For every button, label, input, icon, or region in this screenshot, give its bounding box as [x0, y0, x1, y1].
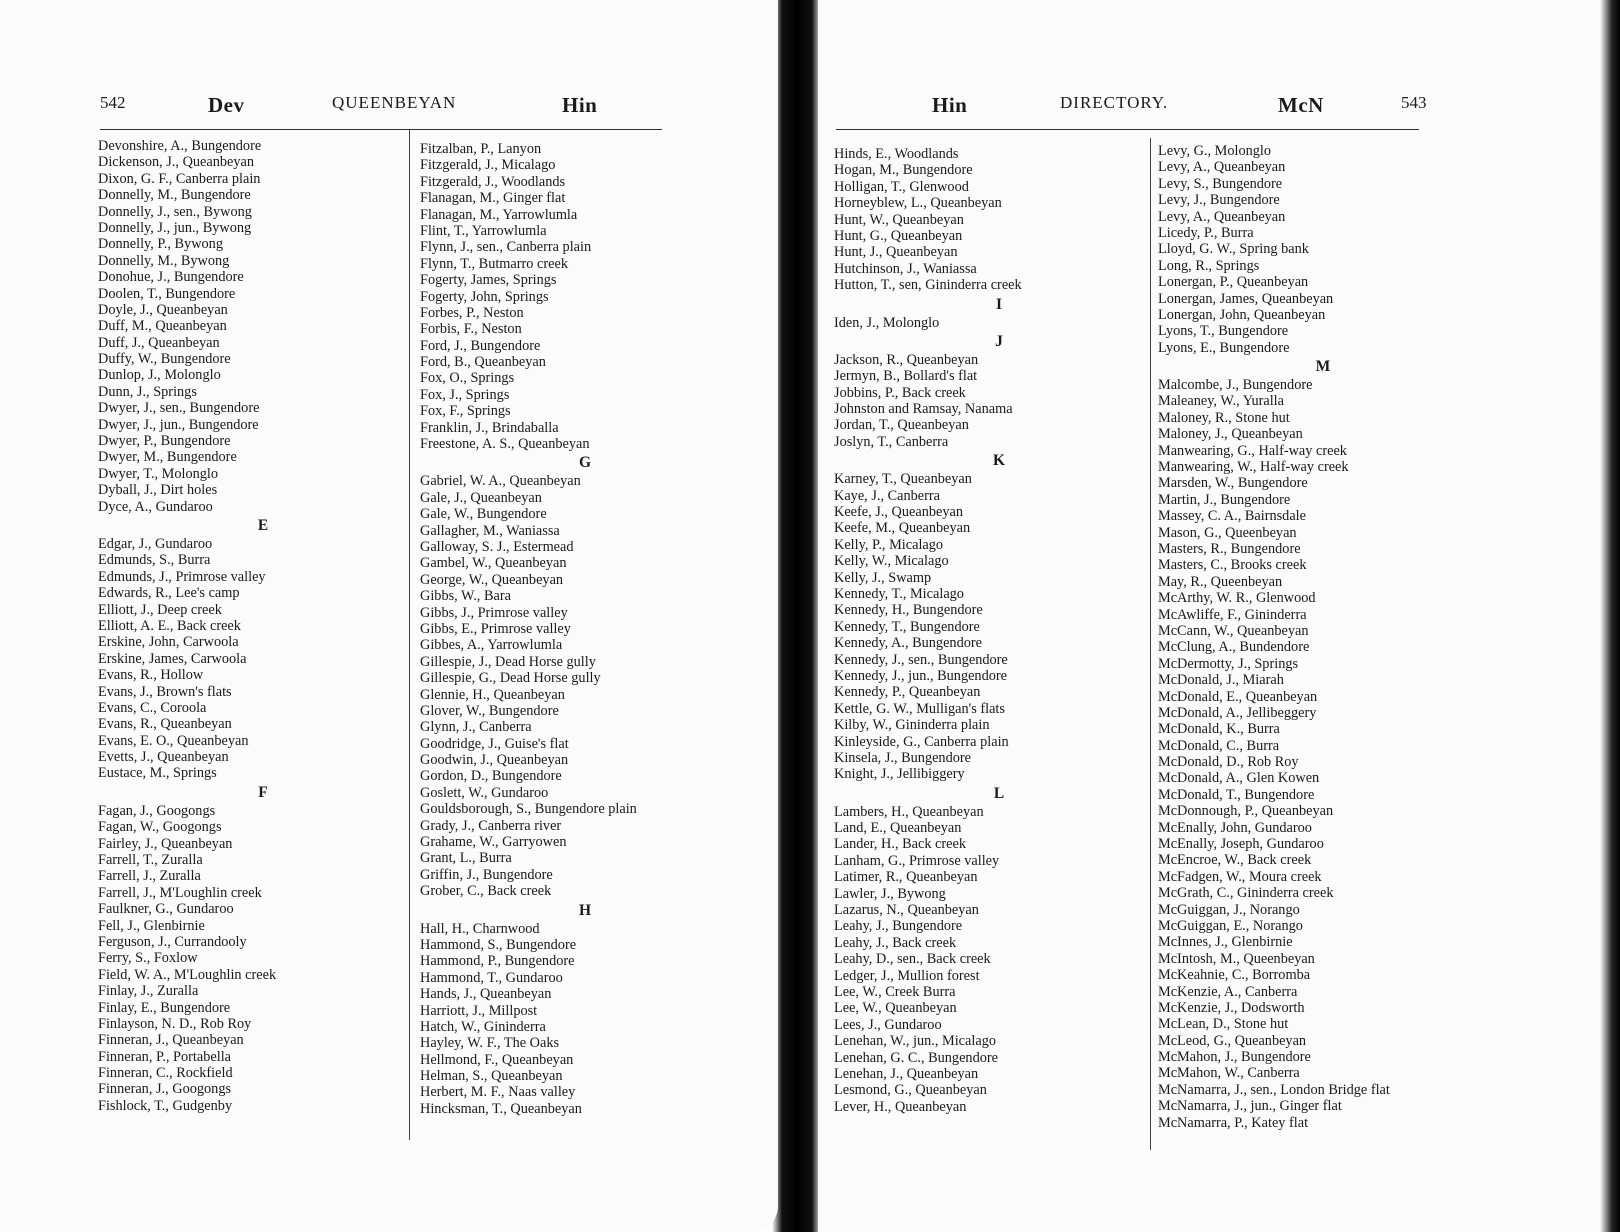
directory-entry: Knight, J., Jellibiggery — [834, 766, 965, 783]
directory-entry: Faulkner, G., Gundaroo — [98, 901, 234, 918]
directory-entry: Hammond, P., Bungendore — [420, 953, 575, 970]
directory-entry: Latimer, R., Queanbeyan — [834, 869, 978, 886]
directory-entry: Ferguson, J., Currandooly — [98, 933, 247, 950]
directory-entry: Kennedy, H., Bungendore — [834, 602, 983, 619]
directory-entry: Lever, H., Queanbeyan — [834, 1098, 967, 1115]
directory-entry: McFadgen, W., Moura creek — [1158, 868, 1322, 885]
right-page-column-2 — [1158, 143, 1488, 1131]
directory-entry: Elliott, A. E., Back creek — [98, 617, 241, 634]
directory-entry: Edmunds, S., Burra — [98, 552, 211, 569]
directory-entry: Fox, F., Springs — [420, 403, 511, 420]
directory-entry: Gabriel, W. A., Queanbeyan — [420, 473, 581, 490]
section-letter: G — [578, 454, 592, 472]
directory-entry: Kelly, W., Micalago — [834, 553, 949, 570]
directory-entry: Dyball, J., Dirt holes — [98, 482, 218, 499]
directory-entry: Ledger, J., Mullion forest — [834, 967, 980, 984]
directory-entry: Goslett, W., Gundaroo — [420, 784, 549, 801]
directory-entry: Hunt, W., Queanbeyan — [834, 211, 964, 228]
directory-entry: McClung, A., Bundendore — [1158, 639, 1310, 656]
directory-entry: Kaye, J., Canberra — [834, 487, 940, 504]
directory-entry: Levy, A., Queanbeyan — [1158, 208, 1286, 225]
directory-entry: Herbert, M. F., Naas valley — [420, 1084, 576, 1101]
directory-entry: Kinsela, J., Bungendore — [834, 749, 971, 766]
directory-entry: Malcombe, J., Bungendore — [1158, 377, 1313, 394]
directory-entry: McArthy, W. R., Glenwood — [1158, 590, 1316, 607]
directory-entry: Fogerty, James, Springs — [420, 272, 557, 289]
directory-entry: Leahy, J., Back creek — [834, 934, 957, 951]
directory-entry: Erskine, John, Carwoola — [98, 634, 239, 651]
directory-entry: Eustace, M., Springs — [98, 765, 217, 782]
catchword-last: McN — [1278, 93, 1324, 117]
running-title: QUEENBEYAN — [332, 93, 457, 112]
directory-entry: Lazarus, N., Queanbeyan — [834, 902, 979, 919]
directory-entry: Finneran, J., Queanbeyan — [98, 1032, 244, 1049]
directory-entry: Finlay, E., Bungendore — [98, 999, 231, 1016]
directory-entry: Finneran, C., Rockfield — [98, 1065, 233, 1082]
directory-entry: Elliott, J., Deep creek — [98, 601, 222, 618]
directory-entry: Gibbs, W., Bara — [420, 588, 511, 605]
directory-entry: Lloyd, G. W., Spring bank — [1158, 241, 1309, 258]
section-letter: I — [995, 295, 1003, 313]
directory-entry: Jobbins, P., Back creek — [834, 384, 966, 401]
directory-entry: Kennedy, A., Bungendore — [834, 635, 982, 652]
directory-entry: Ferry, S., Foxlow — [98, 950, 198, 967]
catchword-first: Hin — [932, 93, 968, 117]
directory-entry: Lanham, G., Primrose valley — [834, 852, 1000, 869]
directory-entry: Fox, O., Springs — [420, 370, 515, 387]
directory-entry: Leahy, J., Bungendore — [834, 918, 963, 935]
section-letter: M — [1315, 358, 1331, 376]
directory-entry: Jordan, T., Queanbeyan — [834, 417, 969, 434]
directory-entry: McNamarra, J., jun., Ginger flat — [1158, 1098, 1342, 1115]
directory-entry: Donnelly, M., Bywong — [98, 252, 230, 269]
directory-entry: Fagan, J., Googongs — [98, 802, 216, 819]
directory-entry: Keefe, J., Queanbeyan — [834, 504, 964, 521]
directory-entry: McDonald, A., Glen Kowen — [1158, 770, 1320, 787]
directory-entry: Kennedy, J., sen., Bungendore — [834, 651, 1008, 668]
directory-entry: Finlayson, N. D., Rob Roy — [98, 1015, 252, 1032]
directory-entry: Fox, J., Springs — [420, 386, 510, 403]
directory-entry: Hogan, M., Bungendore — [834, 162, 973, 179]
directory-entry: Hayley, W. F., The Oaks — [420, 1035, 560, 1052]
directory-entry: Lyons, E., Bungendore — [1158, 339, 1290, 356]
directory-entry: Ford, B., Queanbeyan — [420, 354, 546, 371]
directory-entry: McMahon, W., Canberra — [1158, 1065, 1300, 1082]
section-letter: H — [578, 901, 592, 919]
directory-entry: McDonald, A., Jellibeggery — [1158, 704, 1317, 721]
directory-entry: Duff, M., Queanbeyan — [98, 318, 227, 335]
directory-entry: Gouldsborough, S., Bungendore plain — [420, 801, 637, 818]
directory-entry: Evans, R., Queanbeyan — [98, 716, 232, 733]
directory-entry: Doyle, J., Queanbeyan — [98, 301, 228, 318]
directory-entry: McLeod, G., Queanbeyan — [1158, 1032, 1307, 1049]
directory-entry: Donnelly, J., sen., Bywong — [98, 203, 252, 220]
directory-entry: McGuiggan, E., Norango — [1158, 917, 1303, 934]
directory-entry: Hunt, J., Queanbeyan — [834, 244, 958, 261]
directory-entry: Fitzalban, P., Lanyon — [420, 141, 542, 157]
directory-entry: Donnelly, M., Bungendore — [98, 187, 251, 204]
directory-entry: Flynn, T., Butmarro creek — [420, 255, 568, 272]
directory-entry: Dixon, G. F., Canberra plain — [98, 170, 261, 187]
directory-entry: Freestone, A. S., Queanbeyan — [420, 436, 590, 453]
directory-entry: Fogerty, John, Springs — [420, 288, 549, 305]
column-rule — [409, 130, 410, 1140]
directory-entry: Flint, T., Yarrowlumla — [420, 222, 547, 239]
directory-entry: McDonnough, P., Queanbeyan — [1158, 803, 1334, 820]
directory-entry: Flynn, J., sen., Canberra plain — [420, 239, 592, 256]
directory-entry: McLean, D., Stone hut — [1158, 1016, 1289, 1033]
directory-entry: Finneran, J., Googongs — [98, 1081, 232, 1098]
directory-entry: Gibbs, E., Primrose valley — [420, 620, 571, 637]
directory-entry: Gibbes, A., Yarrowlumla — [420, 637, 563, 654]
directory-entry: Gallagher, M., Waniassa — [420, 522, 560, 539]
directory-entry: McKeahnie, C., Borromba — [1158, 967, 1311, 984]
directory-entry: Kelly, P., Micalago — [834, 536, 944, 553]
right-page-header — [836, 93, 1427, 130]
directory-entry: Dwyer, P., Bungendore — [98, 433, 231, 450]
directory-entry: McDonald, C., Burra — [1158, 737, 1280, 754]
directory-entry: Franklin, J., Brindaballa — [420, 419, 559, 436]
directory-entry: McMahon, J., Bungendore — [1158, 1049, 1311, 1066]
directory-entry: Goodwin, J., Queanbeyan — [420, 752, 569, 769]
left-page-header — [100, 93, 662, 130]
left-page-column-2 — [420, 141, 750, 1117]
directory-entry: Fairley, J., Queanbeyan — [98, 835, 233, 852]
directory-entry: Hunt, G., Queanbeyan — [834, 227, 963, 244]
directory-entry: Lesmond, G., Queanbeyan — [834, 1082, 987, 1099]
directory-entry: Erskine, James, Carwoola — [98, 650, 247, 667]
directory-entry: Fitzgerald, J., Woodlands — [420, 173, 566, 190]
directory-entry: Manwearing, G., Half-way creek — [1158, 442, 1347, 459]
directory-entry: Kinleyside, G., Canberra plain — [834, 733, 1009, 750]
directory-entry: Keefe, M., Queanbeyan — [834, 520, 971, 537]
directory-entry: McIntosh, M., Queenbeyan — [1158, 950, 1315, 967]
section-letter: L — [993, 784, 1005, 802]
directory-entry: Hall, H., Charnwood — [420, 920, 540, 937]
directory-entry: Kennedy, T., Micalago — [834, 585, 964, 602]
catchword-first: Dev — [208, 93, 245, 117]
directory-entry: Galloway, S. J., Estermead — [420, 538, 574, 555]
directory-entry: McKenzie, A., Canberra — [1158, 983, 1298, 1000]
directory-entry: Kennedy, T., Bungendore — [834, 618, 980, 635]
directory-entry: Grahame, W., Garryowen — [420, 834, 567, 851]
directory-entry: Evans, J., Brown's flats — [98, 683, 232, 700]
directory-entry: Masters, C., Brooks creek — [1158, 557, 1307, 574]
directory-entry: Farrell, T., Zuralla — [98, 852, 203, 869]
directory-entry: Jackson, R., Queanbeyan — [834, 351, 979, 368]
directory-entry: Dwyer, J., sen., Bungendore — [98, 400, 260, 417]
directory-entry: Fishlock, T., Gudgenby — [98, 1097, 233, 1114]
directory-entry: Gale, J., Queanbeyan — [420, 489, 542, 506]
directory-entry: Kettle, G. W., Mulligan's flats — [834, 700, 1005, 717]
directory-entry: Forbis, F., Neston — [420, 321, 522, 338]
section-letter: K — [992, 452, 1006, 470]
directory-entry: Manwearing, W., Half-way creek — [1158, 459, 1349, 476]
page-number: 543 — [1401, 93, 1427, 112]
section-letter: J — [995, 332, 1003, 350]
directory-entry: Edmunds, J., Primrose valley — [98, 568, 266, 585]
column-rule — [1150, 138, 1151, 1150]
page-edge-shadow — [1600, 0, 1620, 1232]
page-number: 542 — [100, 93, 126, 112]
directory-entry: McDonald, J., Miarah — [1158, 672, 1284, 689]
directory-entry: Lees, J., Gundaroo — [834, 1016, 942, 1033]
directory-entry: McNamarra, J., sen., London Bridge flat — [1158, 1081, 1390, 1098]
directory-entry: McNamarra, P., Katey flat — [1158, 1114, 1309, 1131]
directory-entry: Gale, W., Bungendore — [420, 506, 547, 523]
directory-entry: McEncroe, W., Back creek — [1158, 852, 1312, 869]
directory-entry: Horneyblew, L., Queanbeyan — [834, 195, 1002, 212]
directory-entry: McEnally, John, Gundaroo — [1158, 819, 1312, 836]
directory-entry: Goodridge, J., Guise's flat — [420, 735, 569, 752]
directory-entry: McDonald, E., Queanbeyan — [1158, 688, 1318, 705]
directory-entry: Fell, J., Glenbirnie — [98, 917, 205, 934]
directory-entry: Field, W. A., M'Loughlin creek — [98, 966, 277, 983]
directory-entry: Jermyn, B., Bollard's flat — [834, 368, 978, 385]
directory-entry: Gibbs, J., Primrose valley — [420, 604, 568, 621]
directory-entry: Lenehan, J., Queanbeyan — [834, 1065, 979, 1082]
directory-entry: Hatch, W., Gininderra — [420, 1018, 546, 1035]
directory-entry: Hutchinson, J., Waniassa — [834, 260, 977, 277]
directory-entry: Evetts, J., Queanbeyan — [98, 749, 229, 766]
directory-entry: Forbes, P., Neston — [420, 304, 524, 321]
directory-entry: Helman, S., Queanbeyan — [420, 1068, 563, 1085]
directory-entry: Gambel, W., Queanbeyan — [420, 555, 567, 572]
directory-entry: Flanagan, M., Yarrowlumla — [420, 206, 578, 223]
directory-entry: Karney, T., Queanbeyan — [834, 471, 972, 488]
directory-entry: Fitzgerald, J., Micalago — [420, 157, 556, 174]
directory-entry: Leahy, D., sen., Back creek — [834, 951, 991, 968]
directory-entry: Lee, W., Queanbeyan — [834, 1000, 957, 1017]
directory-entry: Hutton, T., sen, Gininderra creek — [834, 277, 1022, 294]
directory-entry: Lenehan, W., jun., Micalago — [834, 1033, 996, 1050]
directory-entry: Hands, J., Queanbeyan — [420, 986, 552, 1003]
directory-entry: Land, E., Queanbeyan — [834, 820, 962, 837]
directory-entry: Levy, S., Bungendore — [1158, 175, 1283, 192]
directory-entry: Edwards, R., Lee's camp — [98, 585, 240, 602]
directory-entry: Gordon, D., Bungendore — [420, 768, 562, 785]
directory-entry: Dickenson, J., Queanbeyan — [98, 154, 255, 171]
directory-entry: McKenzie, J., Dodsworth — [1158, 999, 1305, 1016]
directory-entry: McInnes, J., Glenbirnie — [1158, 934, 1293, 951]
directory-entry: McEnally, Joseph, Gundaroo — [1158, 836, 1324, 853]
directory-entry: George, W., Queanbeyan — [420, 571, 564, 588]
directory-entry: McCann, W., Queanbeyan — [1158, 622, 1309, 639]
directory-entry: Harriott, J., Millpost — [420, 1002, 538, 1019]
directory-entry: Levy, A., Queanbeyan — [1158, 159, 1286, 176]
directory-entry: Dunn, J., Springs — [98, 383, 197, 400]
directory-entry: Levy, G., Molonglo — [1158, 143, 1272, 159]
directory-entry: Devonshire, A., Bungendore — [98, 138, 262, 154]
directory-entry: Glover, W., Bungendore — [420, 702, 559, 719]
directory-entry: Gillespie, J., Dead Horse gully — [420, 653, 596, 670]
directory-entry: Hinds, E., Woodlands — [834, 146, 959, 162]
directory-entry: McDermotty, J., Springs — [1158, 655, 1299, 672]
right-page-column-1 — [834, 146, 1164, 1115]
directory-entry: Griffin, J., Bungendore — [420, 866, 553, 883]
directory-entry: Johnston and Ramsay, Nanama — [834, 401, 1013, 418]
left-page-column-1 — [98, 138, 428, 1114]
directory-entry: Marsden, W., Bungendore — [1158, 475, 1308, 492]
directory-entry: Massey, C. A., Bairnsdale — [1158, 508, 1306, 525]
directory-entry: Mason, G., Queenbeyan — [1158, 524, 1297, 541]
section-letter: E — [257, 516, 269, 534]
directory-entry: Maloney, J., Queanbeyan — [1158, 426, 1303, 443]
directory-entry: Kennedy, J., jun., Bungendore — [834, 667, 1007, 684]
directory-entry: Kennedy, P., Queanbeyan — [834, 684, 981, 701]
running-title: DIRECTORY. — [1060, 93, 1169, 112]
directory-entry: Hellmond, F., Queanbeyan — [420, 1051, 574, 1068]
directory-entry: Levy, J., Bungendore — [1158, 192, 1280, 209]
directory-entry: Lambers, H., Queanbeyan — [834, 803, 984, 820]
directory-entry: McGrath, C., Gininderra creek — [1158, 885, 1334, 902]
directory-entry: Lawler, J., Bywong — [834, 885, 946, 902]
directory-entry: Hammond, S., Bungendore — [420, 936, 577, 953]
directory-entry: McGuiggan, J., Norango — [1158, 901, 1300, 918]
directory-entry: McAwliffe, F., Gininderra — [1158, 606, 1307, 623]
directory-entry: Dunlop, J., Molonglo — [98, 367, 221, 384]
directory-entry: Lenehan, G. C., Bungendore — [834, 1049, 998, 1066]
book-gutter — [772, 0, 822, 1232]
directory-entry: Dwyer, M., Bungendore — [98, 449, 237, 466]
directory-entry: Glynn, J., Canberra — [420, 719, 532, 736]
directory-entry: Gillespie, G., Dead Horse gully — [420, 670, 601, 687]
directory-entry: Edgar, J., Gundaroo — [98, 535, 213, 552]
directory-entry: Evans, C., Coroola — [98, 699, 207, 716]
directory-entry: Donnelly, P., Bywong — [98, 236, 223, 253]
right-page — [818, 0, 1620, 1232]
directory-entry: Licedy, P., Burra — [1158, 224, 1254, 241]
directory-entry: Duffy, W., Bungendore — [98, 351, 231, 368]
directory-entry: Dyce, A., Gundaroo — [98, 498, 213, 515]
directory-entry: Evans, E. O., Queanbeyan — [98, 732, 249, 749]
left-page — [0, 0, 778, 1232]
directory-entry: Maleaney, W., Yuralla — [1158, 393, 1284, 410]
directory-entry: Donnelly, J., jun., Bywong — [98, 219, 252, 236]
directory-entry: Flanagan, M., Ginger flat — [420, 190, 566, 207]
directory-entry: Hammond, T., Gundaroo — [420, 969, 563, 986]
directory-entry: Donohue, J., Bungendore — [98, 269, 244, 286]
directory-entry: McDonald, D., Rob Roy — [1158, 754, 1299, 771]
directory-entry: Farrell, J., M'Loughlin creek — [98, 884, 262, 901]
directory-entry: Lonergan, James, Queanbeyan — [1158, 290, 1334, 307]
directory-entry: Grady, J., Canberra river — [420, 817, 562, 834]
directory-entry: Dwyer, T., Molonglo — [98, 465, 219, 482]
directory-entry: Doolen, T., Bungendore — [98, 285, 236, 302]
directory-entry: Farrell, J., Zuralla — [98, 868, 201, 885]
directory-entry: Kilby, W., Gininderra plain — [834, 717, 990, 734]
directory-entry: Lander, H., Back creek — [834, 836, 967, 853]
directory-entry: Martin, J., Bungendore — [1158, 491, 1291, 508]
directory-entry: Maloney, R., Stone hut — [1158, 409, 1290, 426]
directory-entry: McDonald, T., Bungendore — [1158, 786, 1315, 803]
directory-entry: Dwyer, J., jun., Bungendore — [98, 416, 259, 433]
directory-entry: Grober, C., Back creek — [420, 883, 552, 900]
directory-entry: Fagan, W., Googongs — [98, 819, 222, 836]
directory-entry: Hincksman, T., Queanbeyan — [420, 1100, 582, 1117]
directory-entry: Joslyn, T., Canberra — [834, 433, 949, 450]
catchword-last: Hin — [562, 93, 598, 117]
directory-entry: Kelly, J., Swamp — [834, 569, 932, 586]
directory-entry: Lyons, T., Bungendore — [1158, 323, 1289, 340]
directory-entry: Duff, J., Queanbeyan — [98, 334, 220, 351]
directory-entry: Lee, W., Creek Burra — [834, 983, 956, 1000]
section-letter: F — [258, 783, 268, 801]
directory-entry: May, R., Queenbeyan — [1158, 573, 1283, 590]
directory-entry: Lonergan, P., Queanbeyan — [1158, 274, 1309, 291]
directory-entry: Finlay, J., Zuralla — [98, 983, 199, 1000]
directory-entry: Ford, J., Bungendore — [420, 337, 541, 354]
directory-entry: Long, R., Springs — [1158, 257, 1260, 274]
directory-entry: McDonald, K., Burra — [1158, 721, 1280, 738]
directory-entry: Holligan, T., Glenwood — [834, 178, 969, 195]
directory-entry: Grant, L., Burra — [420, 850, 512, 867]
directory-entry: Iden, J., Molonglo — [834, 314, 940, 331]
directory-entry: Lonergan, John, Queanbeyan — [1158, 306, 1326, 323]
directory-entry: Finneran, P., Portabella — [98, 1048, 232, 1065]
directory-entry: Masters, R., Bungendore — [1158, 540, 1301, 557]
directory-entry: Evans, R., Hollow — [98, 667, 204, 684]
directory-entry: Glennie, H., Queanbeyan — [420, 686, 565, 703]
